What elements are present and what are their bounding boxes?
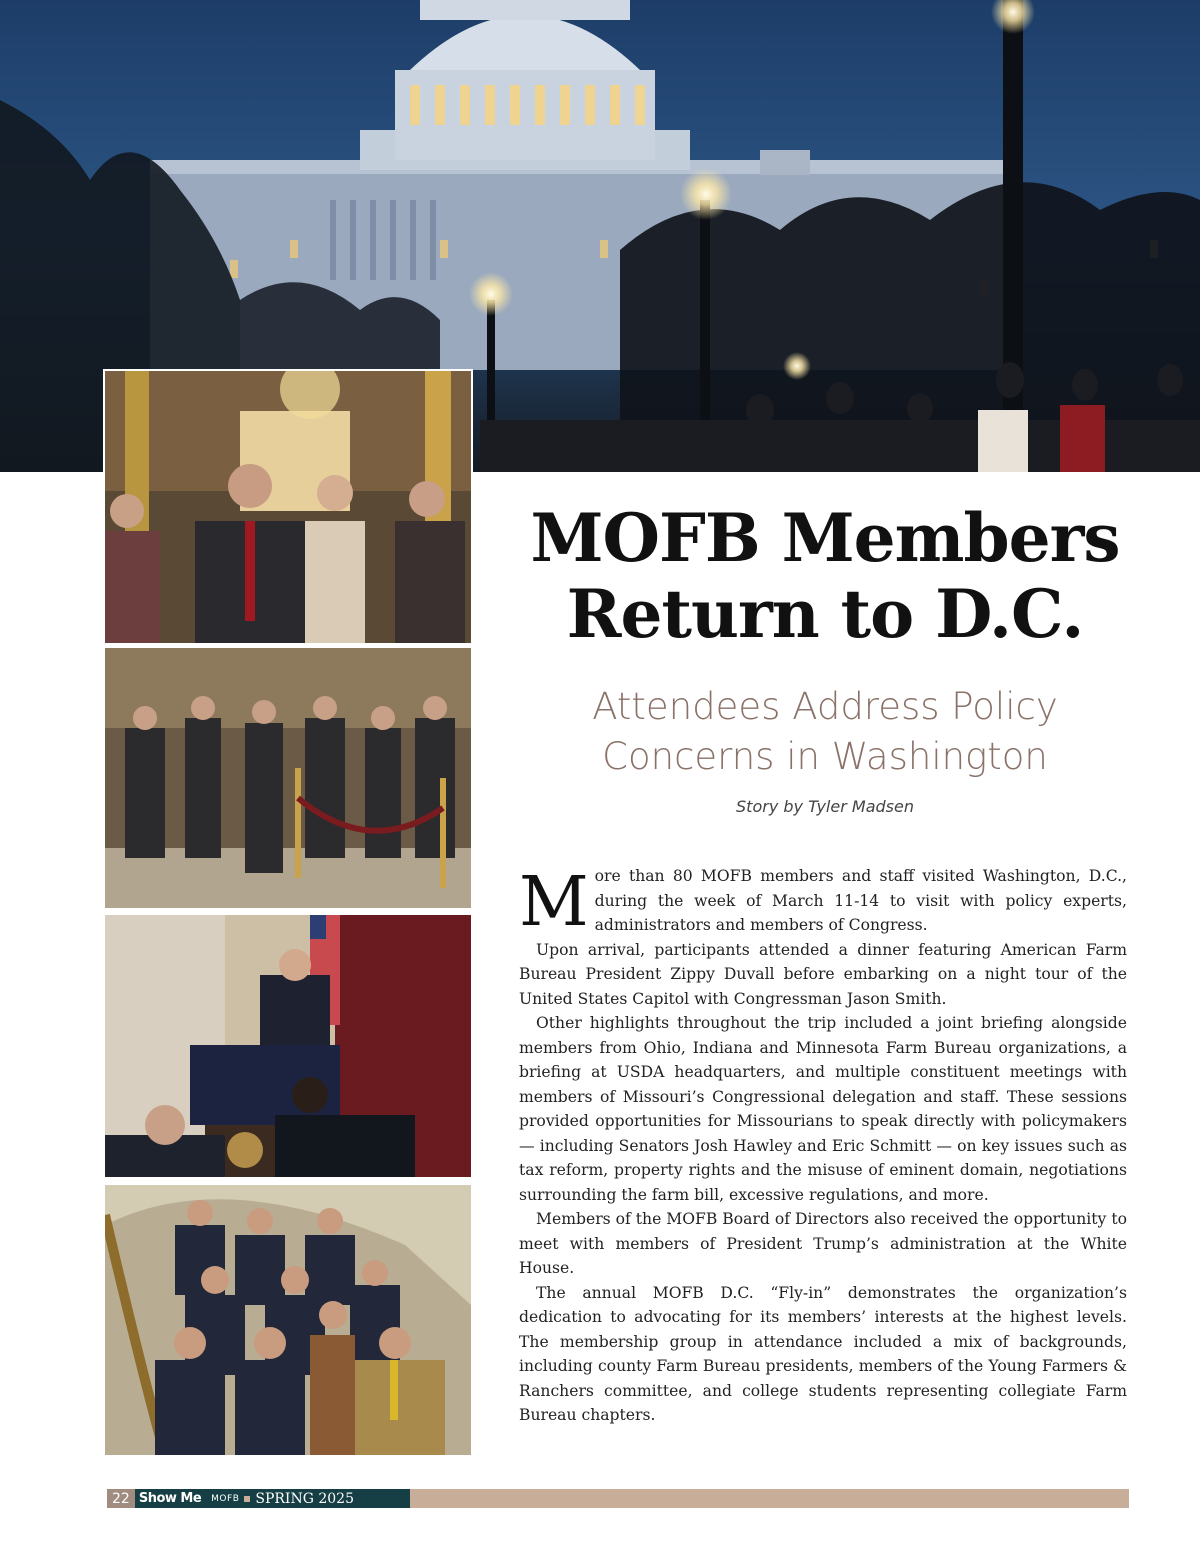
paragraph-text: ore than 80 MOFB members and staff visited Washington, D.C., during the week of March 11-14 to visit with policy experts, administrators and members of Congress. bbox=[594, 867, 1127, 934]
issue-label: SPRING 2025 bbox=[255, 1490, 354, 1507]
magazine-brand-sub: MOFB bbox=[211, 1493, 240, 1504]
footer-masthead bbox=[107, 1489, 410, 1508]
paragraph-1 bbox=[519, 863, 1127, 942]
photo-speaker-capitol-room bbox=[103, 369, 473, 645]
byline: Story by Tyler Madsen bbox=[736, 797, 914, 816]
page-number: 22 bbox=[107, 1489, 135, 1508]
headline-line-1: MOFB Members bbox=[530, 499, 1120, 577]
article-subtitle bbox=[520, 682, 1130, 782]
photo-rotunda-crowd bbox=[105, 648, 471, 908]
paragraph-3: Other highlights throughout the trip included a joint briefing alongside members from Ohio, Indiana and Minnesota Farm Bureau organizations, a briefing at USDA headquarters, and multiple constituent meetings with members of Missouri’s Congressional delegation and staff. These sessions provided opportunities for Missourians to speak directly with policymakers — including Senators Josh Hawley and Eric Schmitt — on key issues such as tax reform, property rights and the misuse of eminent domain, negotiations surrounding the farm bill, excessive regulations, and more. bbox=[519, 1014, 1127, 1204]
paragraph-2: Upon arrival, participants attended a dinner featuring American Farm Bureau President Zippy Duvall before embarking on a night tour of the United States Capitol with Congressman Jason Smith. bbox=[519, 940, 1127, 1008]
paragraph-5: The annual MOFB D.C. “Fly-in” demonstrates the organization’s dedication to advocating for its members’ interests at the highest levels. The membership group in attendance included a mix of backgrounds, including county Farm Bureau presidents, members of the Young Farmers & Ranchers committee, and college students representing collegiate Farm Bureau chapters. bbox=[519, 1283, 1127, 1424]
subtitle-line-1: Attendees Address Policy bbox=[592, 685, 1058, 728]
paragraph-4: Members of the MOFB Board of Directors also received the opportunity to meet with members of President Trump’s administration at the White House. bbox=[519, 1210, 1127, 1277]
article-headline bbox=[505, 500, 1145, 652]
article-body bbox=[519, 864, 1127, 1428]
subtitle-line-2: Concerns in Washington bbox=[602, 735, 1048, 778]
drop-cap: M bbox=[519, 863, 589, 942]
photo-senator-podium bbox=[105, 915, 471, 1177]
headline-line-2: Return to D.C. bbox=[566, 575, 1084, 653]
photo-group-staircase bbox=[105, 1185, 471, 1455]
page-footer bbox=[107, 1489, 1129, 1508]
separator-square-icon bbox=[244, 1496, 250, 1502]
magazine-brand: Show Me bbox=[138, 1491, 202, 1506]
